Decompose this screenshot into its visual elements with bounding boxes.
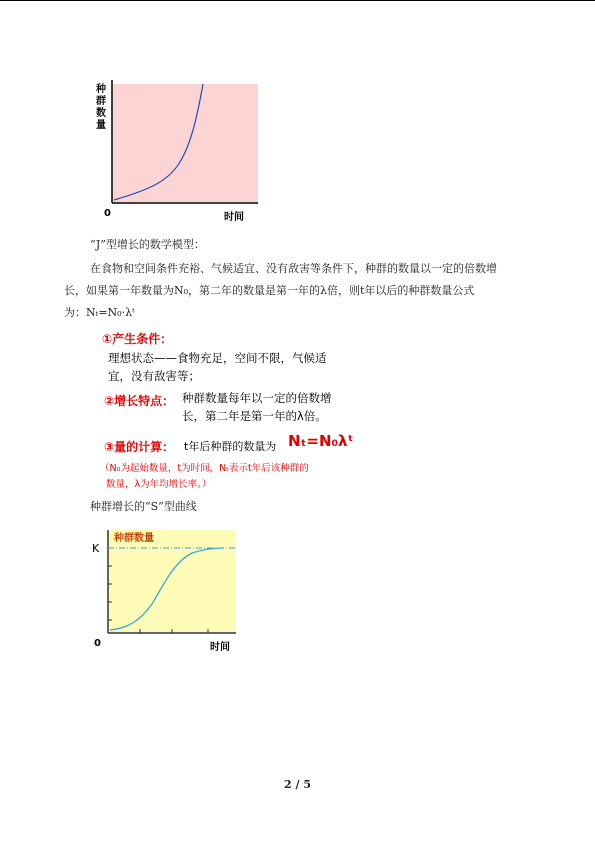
paragraph-line-2: 长，如果第一年数量为N₀，第二年的数量是第一年的λ倍，则t年以后的种群数量公式 [64, 284, 475, 297]
s-ylabel: 种群数量 [114, 533, 154, 544]
j-ylabel-char-3: 数 [96, 108, 106, 119]
j-ylabel-char-2: 群 [96, 96, 106, 107]
calc-text: t年后种群的数量为 [184, 440, 277, 453]
j-xlabel: 时间 [224, 212, 244, 223]
calc-title: ③量的计算： [104, 440, 175, 454]
j-growth-summary-box [100, 326, 400, 496]
j-ylabel-char-1: 种 [96, 84, 106, 95]
s-xlabel: 时间 [210, 642, 230, 653]
condition-line-1: 理想状态——食物充足，空间不限，气候适 [108, 351, 327, 365]
j-ylabel-char-4: 量 [96, 120, 106, 131]
note-line-2: 数量，λ为年均增长率。） [106, 479, 212, 490]
calc-formula: Nₜ=N₀λᵗ [288, 432, 354, 450]
feature-line-1: 种群数量每年以一定的倍数增 [182, 391, 332, 405]
s-origin-label: 0 [94, 638, 101, 649]
note-line-1: （N₀为起始数量，t为时间，Nₜ表示t年后该种群的 [100, 463, 309, 474]
paragraph-line-1: 在食物和空间条件充裕、气候适宜、没有敌害等条件下，种群的数量以一定的倍数增 [90, 262, 497, 275]
condition-line-2: 宜，没有敌害等； [108, 369, 200, 383]
header-rule [0, 0, 595, 1]
j-model-title: “J”型增长的数学模型： [90, 238, 205, 251]
k-label: K [92, 542, 100, 555]
j-curve-chart [88, 72, 258, 227]
page-number: 2 / 5 [284, 778, 311, 791]
s-chart-background [108, 530, 236, 632]
condition-title: ①产生条件： [102, 332, 173, 346]
feature-line-2: 长，第二年是第一年的λ倍。 [182, 409, 327, 423]
s-curve-title: 种群增长的“S”型曲线 [90, 500, 197, 513]
j-origin-label: 0 [104, 208, 111, 219]
feature-title: ②增长特点： [104, 394, 175, 408]
s-curve-chart [88, 526, 248, 656]
paragraph-line-3: 为：Nₜ=N₀·λᵗ [64, 306, 135, 319]
j-chart-background [112, 84, 258, 202]
